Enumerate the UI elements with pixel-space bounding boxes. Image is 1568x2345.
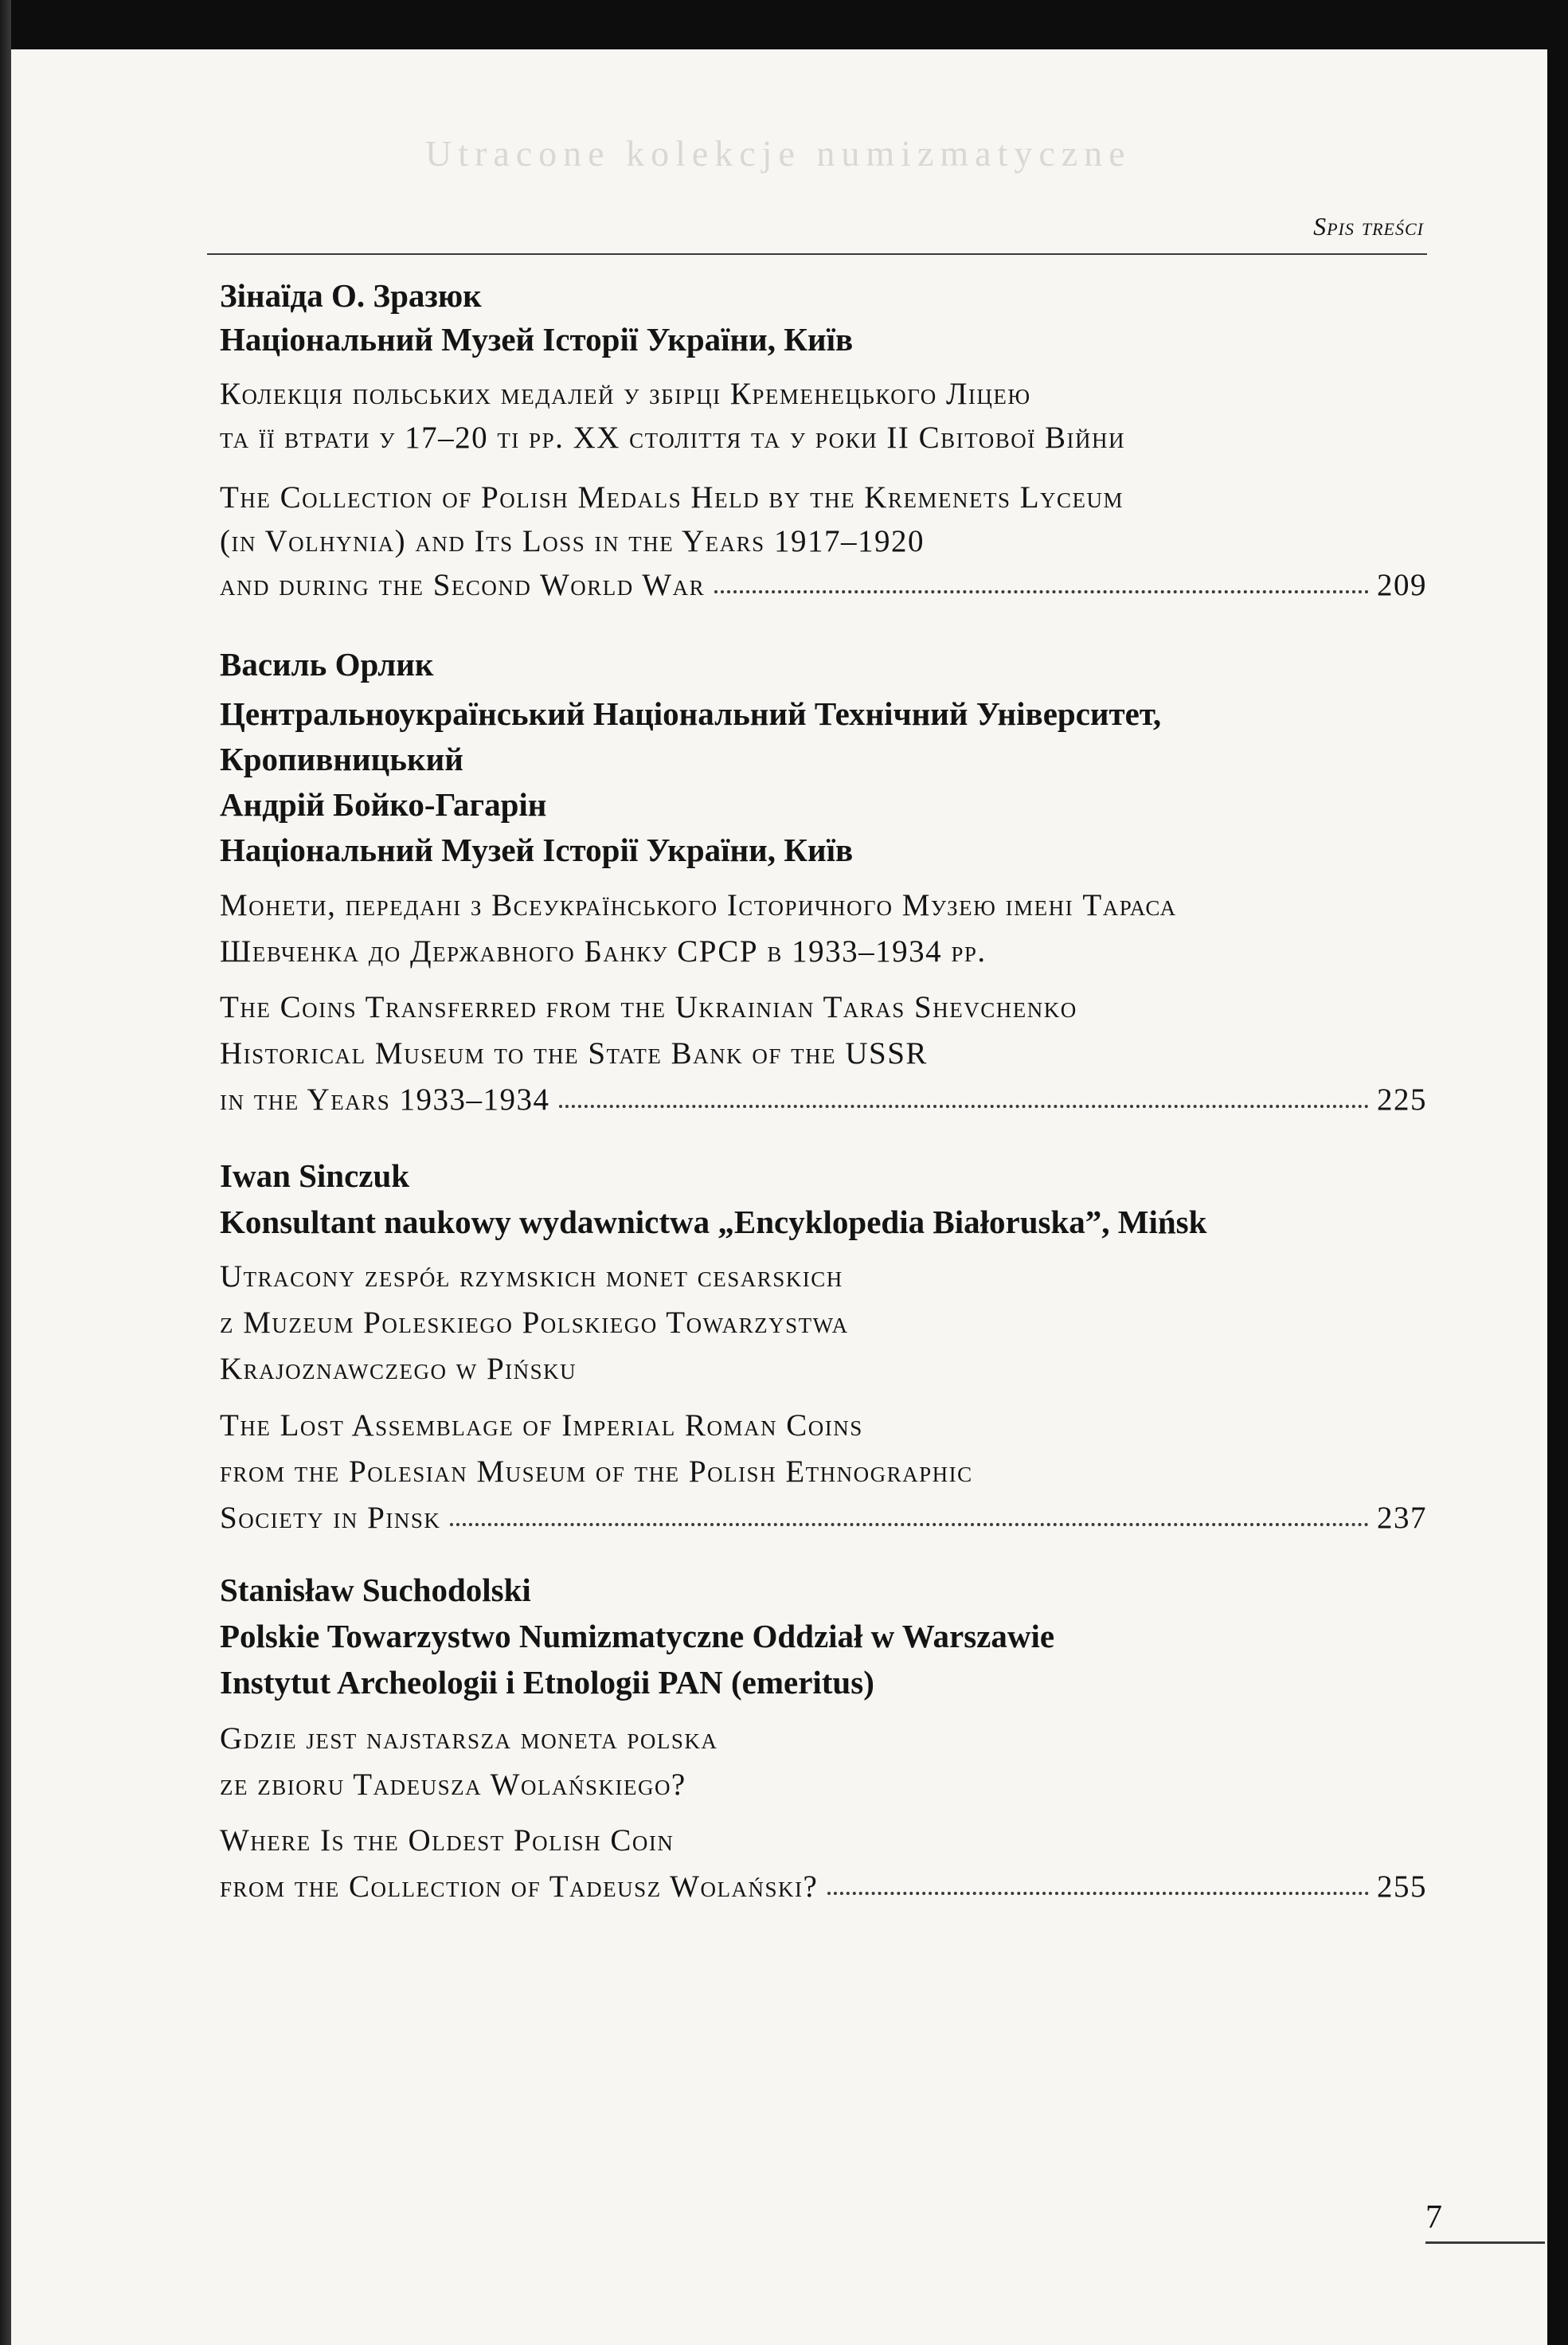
author-name: Iwan Sinczuk xyxy=(220,1157,410,1194)
book-page xyxy=(11,49,1547,2345)
title-native-line: Krajoznawczego w Pińsku xyxy=(220,1352,577,1386)
title-english-line: The Coins Transferred from the Ukrainian Taras Shevchenko xyxy=(220,990,1077,1024)
title-english-line: and during the Second World War xyxy=(220,568,706,602)
title-english-line: from the Collection of Tadeusz Wolański? xyxy=(220,1869,819,1904)
author-affiliation: Кропивницький xyxy=(220,741,463,777)
page-number: 237 xyxy=(1377,1501,1427,1535)
title-english-line: from the Polesian Museum of the Polish Ethnographic xyxy=(220,1454,973,1489)
title-native-line: Gdzie jest najstarsza moneta polska xyxy=(220,1721,718,1756)
page-number: 255 xyxy=(1377,1869,1427,1904)
title-english-line: in the Years 1933–1934 xyxy=(220,1082,550,1117)
page-folio: 7 xyxy=(1425,2199,1442,2236)
title-native-line: Монети, передані з Всеукраїнського Історичного Музею імені Тараса xyxy=(220,888,1177,922)
author-name: Андрій Бойко-Гагарін xyxy=(220,786,547,823)
author-affiliation: Національний Музей Історії України, Київ xyxy=(220,832,854,868)
author-name: Зінаїда О. Зразюк xyxy=(220,277,482,314)
toc-entry-last-line[interactable] xyxy=(220,567,1427,603)
toc-entry-last-line[interactable] xyxy=(220,1500,1427,1536)
author-affiliation: Національний Музей Історії України, Київ xyxy=(220,321,854,358)
author-affiliation: Центральноукраїнський Національний Технічний Університет, xyxy=(220,695,1162,732)
title-english-line: Where Is the Oldest Polish Coin xyxy=(220,1823,675,1858)
toc-entry-last-line[interactable] xyxy=(220,1082,1427,1118)
dot-leader xyxy=(559,1105,1369,1108)
title-native-line: Колекція польських медалей у збірці Кременецького Ліцею xyxy=(220,377,1031,411)
title-native-line: та її втрати у 17–20 ті рр. XX століття та у роки II Світової Війни xyxy=(220,421,1125,455)
scan-border-left xyxy=(0,0,11,2345)
author-affiliation: Konsultant naukowy wydawnictwa „Encyklopedia Białoruska”, Mińsk xyxy=(220,1204,1207,1240)
title-english-line: The Collection of Polish Medals Held by the Kremenets Lyceum xyxy=(220,480,1124,515)
dot-leader xyxy=(450,1523,1369,1526)
title-english-line: (in Volhynia) and Its Loss in the Years 1917–1920 xyxy=(220,524,925,558)
page-number: 225 xyxy=(1377,1082,1427,1117)
page-number: 209 xyxy=(1377,568,1427,602)
page-header xyxy=(207,206,1427,255)
title-english-line: Historical Museum to the State Bank of the USSR xyxy=(220,1036,928,1071)
running-head: Spis treści xyxy=(1313,212,1424,241)
dot-leader xyxy=(827,1892,1369,1895)
scan-border-top xyxy=(0,0,1568,49)
author-affiliation: Instytut Archeologii i Etnologii PAN (emeritus) xyxy=(220,1664,874,1701)
title-native-line: z Muzeum Poleskiego Polskiego Towarzystwa xyxy=(220,1306,849,1340)
title-native-line: ze zbioru Tadeusza Wolańskiego? xyxy=(220,1768,686,1802)
bleed-through-text: Utracone kolekcje numizmatyczne xyxy=(425,133,1132,174)
folio-rule xyxy=(1425,2241,1545,2244)
author-name: Stanisław Suchodolski xyxy=(220,1572,531,1608)
author-affiliation: Polskie Towarzystwo Numizmatyczne Oddział w Warszawie xyxy=(220,1618,1055,1654)
scan-border-right xyxy=(1547,0,1568,2345)
title-english-line: Society in Pinsk xyxy=(220,1501,441,1535)
title-native-line: Шевченка до Державного Банку СРСР в 1933–1934 рр. xyxy=(220,934,987,969)
title-english-line: The Lost Assemblage of Imperial Roman Coins xyxy=(220,1408,863,1443)
title-native-line: Utracony zespół rzymskich monet cesarskich xyxy=(220,1259,843,1294)
author-name: Василь Орлик xyxy=(220,646,434,683)
toc-entry-last-line[interactable] xyxy=(220,1869,1427,1905)
dot-leader xyxy=(714,590,1369,593)
